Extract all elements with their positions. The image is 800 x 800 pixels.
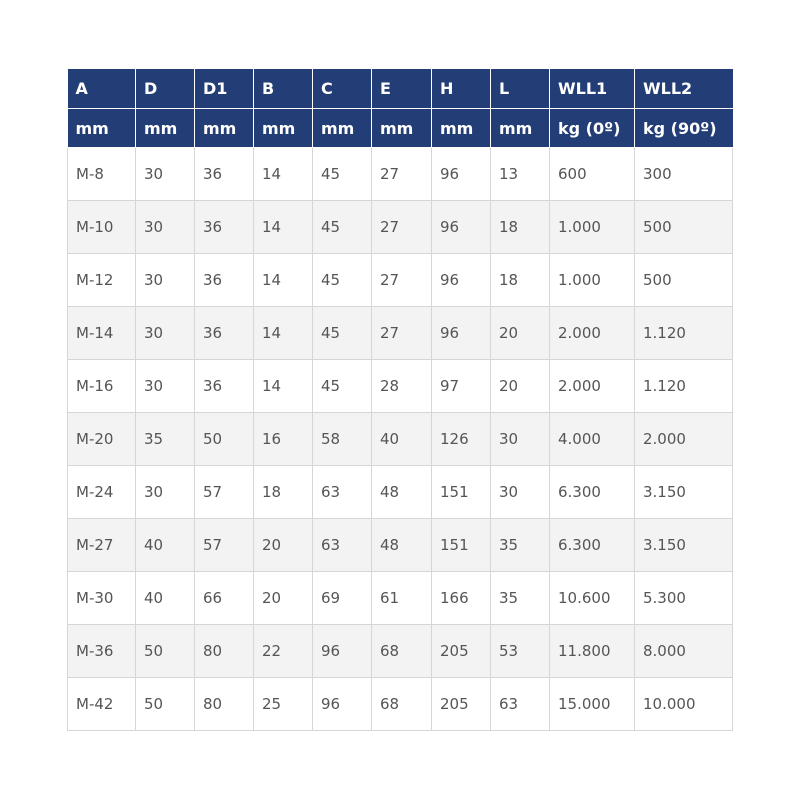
table-row: [68, 678, 733, 731]
column-header: H: [432, 69, 491, 109]
thread-size-cell: M-36: [68, 625, 136, 678]
column-header: B: [254, 69, 313, 109]
column-unit-header: mm: [491, 109, 550, 148]
table-row: [68, 625, 733, 678]
table-cell: 18: [491, 254, 550, 307]
table-cell: 1.000: [550, 201, 635, 254]
column-unit-header: mm: [372, 109, 432, 148]
table-cell: 58: [313, 413, 372, 466]
header-names-row: [68, 69, 733, 109]
column-unit-header: mm: [254, 109, 313, 148]
table-cell: 68: [372, 678, 432, 731]
table-cell: 96: [313, 625, 372, 678]
column-unit-header: kg (0º): [550, 109, 635, 148]
table-cell: 50: [195, 413, 254, 466]
table-cell: 40: [136, 572, 195, 625]
table-cell: 10.600: [550, 572, 635, 625]
table-cell: 126: [432, 413, 491, 466]
table-cell: 205: [432, 625, 491, 678]
column-header: L: [491, 69, 550, 109]
column-header: C: [313, 69, 372, 109]
table-cell: 22: [254, 625, 313, 678]
table-cell: 14: [254, 360, 313, 413]
table-cell: 96: [432, 254, 491, 307]
table-cell: 27: [372, 201, 432, 254]
table-cell: 14: [254, 307, 313, 360]
table-cell: 166: [432, 572, 491, 625]
table-cell: 48: [372, 519, 432, 572]
column-unit-header: mm: [136, 109, 195, 148]
thread-size-cell: M-20: [68, 413, 136, 466]
table-cell: 96: [432, 307, 491, 360]
thread-size-cell: M-42: [68, 678, 136, 731]
table-cell: 45: [313, 360, 372, 413]
table-cell: 500: [635, 201, 733, 254]
table-cell: 50: [136, 625, 195, 678]
table-cell: 30: [136, 307, 195, 360]
table-cell: 6.300: [550, 519, 635, 572]
table-cell: 50: [136, 678, 195, 731]
thread-size-cell: M-30: [68, 572, 136, 625]
thread-size-cell: M-8: [68, 148, 136, 201]
column-unit-header: mm: [432, 109, 491, 148]
table-cell: 45: [313, 201, 372, 254]
table-cell: 35: [491, 572, 550, 625]
table-cell: 63: [313, 519, 372, 572]
table-header: [68, 69, 733, 148]
table-cell: 30: [136, 466, 195, 519]
column-unit-header: mm: [195, 109, 254, 148]
table-cell: 80: [195, 625, 254, 678]
table-cell: 27: [372, 307, 432, 360]
table-row: [68, 148, 733, 201]
table-cell: 36: [195, 307, 254, 360]
table-cell: 68: [372, 625, 432, 678]
table-cell: 40: [136, 519, 195, 572]
table-cell: 6.300: [550, 466, 635, 519]
table-cell: 151: [432, 519, 491, 572]
table-cell: 18: [491, 201, 550, 254]
thread-size-cell: M-10: [68, 201, 136, 254]
column-unit-header: mm: [313, 109, 372, 148]
column-unit-header: kg (90º): [635, 109, 733, 148]
table-cell: 600: [550, 148, 635, 201]
table-cell: 16: [254, 413, 313, 466]
column-unit-header: mm: [68, 109, 136, 148]
column-header: A: [68, 69, 136, 109]
table-cell: 53: [491, 625, 550, 678]
table-cell: 20: [491, 307, 550, 360]
column-header: WLL2: [635, 69, 733, 109]
table-cell: 61: [372, 572, 432, 625]
table-body: [68, 148, 733, 731]
table-cell: 500: [635, 254, 733, 307]
table-row: [68, 201, 733, 254]
table-cell: 27: [372, 148, 432, 201]
thread-size-cell: M-14: [68, 307, 136, 360]
table-cell: 14: [254, 254, 313, 307]
table-cell: 1.120: [635, 307, 733, 360]
table-cell: 28: [372, 360, 432, 413]
table-cell: 25: [254, 678, 313, 731]
table-cell: 30: [491, 466, 550, 519]
table-cell: 40: [372, 413, 432, 466]
table-row: [68, 572, 733, 625]
table-cell: 45: [313, 254, 372, 307]
table-cell: 1.120: [635, 360, 733, 413]
table-cell: 30: [491, 413, 550, 466]
table-row: [68, 466, 733, 519]
thread-size-cell: M-16: [68, 360, 136, 413]
table-cell: 36: [195, 360, 254, 413]
table-cell: 20: [254, 519, 313, 572]
table-cell: 96: [432, 201, 491, 254]
thread-size-cell: M-24: [68, 466, 136, 519]
table-cell: 13: [491, 148, 550, 201]
column-header: D: [136, 69, 195, 109]
table-row: [68, 254, 733, 307]
table-cell: 30: [136, 254, 195, 307]
table-cell: 2.000: [550, 307, 635, 360]
table-cell: 63: [491, 678, 550, 731]
table-cell: 96: [432, 148, 491, 201]
table-cell: 35: [136, 413, 195, 466]
column-header: E: [372, 69, 432, 109]
table-cell: 35: [491, 519, 550, 572]
table-cell: 36: [195, 254, 254, 307]
table-cell: 5.300: [635, 572, 733, 625]
table-cell: 18: [254, 466, 313, 519]
table-cell: 45: [313, 307, 372, 360]
table-cell: 36: [195, 148, 254, 201]
table-cell: 11.800: [550, 625, 635, 678]
table-cell: 30: [136, 148, 195, 201]
thread-size-cell: M-12: [68, 254, 136, 307]
column-header: D1: [195, 69, 254, 109]
table-cell: 57: [195, 519, 254, 572]
table-cell: 57: [195, 466, 254, 519]
table-cell: 30: [136, 201, 195, 254]
thread-size-cell: M-27: [68, 519, 136, 572]
table-row: [68, 360, 733, 413]
table-cell: 3.150: [635, 519, 733, 572]
table-cell: 205: [432, 678, 491, 731]
table-cell: 2.000: [635, 413, 733, 466]
table-cell: 1.000: [550, 254, 635, 307]
table-cell: 8.000: [635, 625, 733, 678]
table-cell: 14: [254, 201, 313, 254]
table-cell: 97: [432, 360, 491, 413]
table-cell: 10.000: [635, 678, 733, 731]
table-cell: 300: [635, 148, 733, 201]
table-cell: 20: [254, 572, 313, 625]
table-cell: 15.000: [550, 678, 635, 731]
table-cell: 66: [195, 572, 254, 625]
table-cell: 14: [254, 148, 313, 201]
table-cell: 4.000: [550, 413, 635, 466]
table-row: [68, 519, 733, 572]
table-cell: 48: [372, 466, 432, 519]
table-row: [68, 413, 733, 466]
table-cell: 2.000: [550, 360, 635, 413]
table-cell: 69: [313, 572, 372, 625]
table-cell: 36: [195, 201, 254, 254]
table-cell: 96: [313, 678, 372, 731]
table-cell: 45: [313, 148, 372, 201]
table-cell: 80: [195, 678, 254, 731]
specifications-table: [67, 69, 733, 731]
table-cell: 3.150: [635, 466, 733, 519]
table-cell: 63: [313, 466, 372, 519]
table-cell: 20: [491, 360, 550, 413]
table-cell: 27: [372, 254, 432, 307]
table-cell: 151: [432, 466, 491, 519]
table-row: [68, 307, 733, 360]
header-units-row: [68, 109, 733, 148]
table-cell: 30: [136, 360, 195, 413]
column-header: WLL1: [550, 69, 635, 109]
